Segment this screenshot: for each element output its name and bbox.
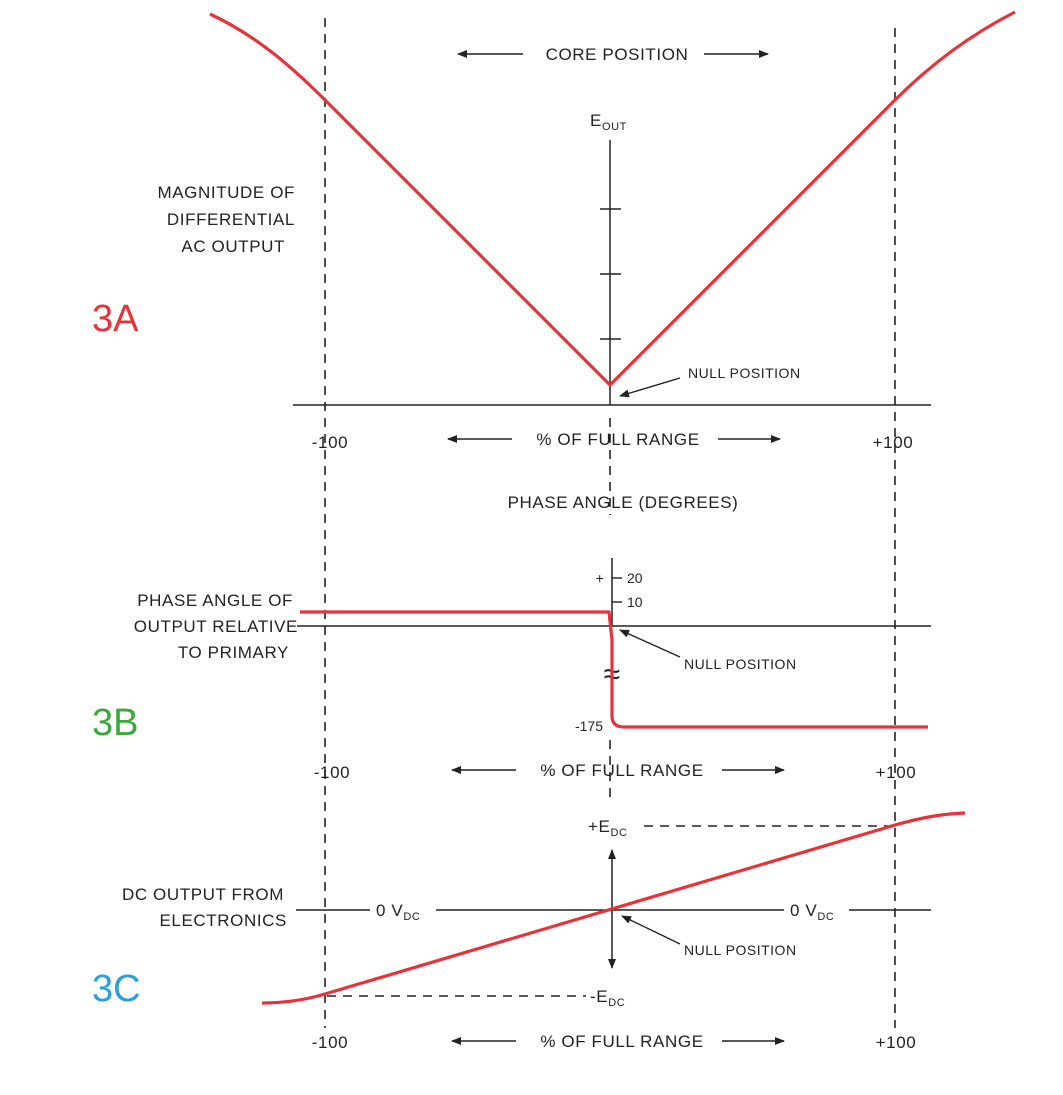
zero-vdc-left-label: 0 $V_{DC}$ <box>376 901 421 923</box>
x-left-label-3a: -100 <box>311 433 349 452</box>
panel-3b-ylabel-line-3: TO PRIMARY <box>177 643 289 662</box>
x-right-label-3c: +100 <box>875 1033 917 1052</box>
null-position-label-3b: NULL POSITION <box>684 656 797 672</box>
panel-3c <box>92 813 965 1052</box>
plus-edc-label: $+E_{DC}$ <box>588 817 628 839</box>
full-range-caption-3a: % OF FULL RANGE <box>536 430 700 449</box>
x-left-label-3c: -100 <box>311 1033 349 1052</box>
null-position-label-3a: NULL POSITION <box>688 365 801 381</box>
phase-tick-plus: + <box>595 570 605 586</box>
panel-3a-ylabel-line-1: MAGNITUDE OF <box>157 183 295 202</box>
panel-3c-ylabel-line-1: DC OUTPUT FROM <box>121 885 284 904</box>
panel-3a-ylabel-line-2: DIFFERENTIAL <box>166 210 295 229</box>
null-position-arrow-3c <box>622 916 680 944</box>
figure-label-3b: 3B <box>92 702 139 744</box>
phase-axis-break: ≈ <box>603 658 621 691</box>
phase-angle-header: PHASE ANGLE (DEGREES) <box>507 493 739 512</box>
x-right-label-3a: +100 <box>872 433 914 452</box>
core-position-header: CORE POSITION <box>545 45 689 64</box>
panel-3a <box>92 12 1015 452</box>
figure-label-3a: 3A <box>92 298 139 340</box>
phase-tick-20-label: 20 <box>627 570 643 586</box>
panel-3c-ylabel-line-2: ELECTRONICS <box>159 911 287 930</box>
null-position-label-3c: NULL POSITION <box>684 942 797 958</box>
eout-axis-label: $E_{OUT}$ <box>590 111 627 133</box>
minus-edc-label: $-E_{DC}$ <box>590 987 626 1009</box>
null-position-arrow-3a <box>620 378 680 396</box>
panel-3b-ylabel-line-2: OUTPUT RELATIVE <box>133 617 298 636</box>
x-left-label-3b: -100 <box>313 763 351 782</box>
figure-label-3c: 3C <box>92 968 141 1010</box>
null-position-arrow-3b <box>620 630 680 657</box>
phase-tick-10-label: 10 <box>627 594 643 610</box>
panel-3b-ylabel-line-1: PHASE ANGLE OF <box>137 591 293 610</box>
dc-output-curve <box>262 813 965 1003</box>
x-right-label-3b: +100 <box>875 763 917 782</box>
full-range-caption-3c: % OF FULL RANGE <box>540 1032 704 1051</box>
panel-3a-ylabel-line-3: AC OUTPUT <box>181 237 285 256</box>
full-range-caption-3b: % OF FULL RANGE <box>540 761 704 780</box>
panel-3b <box>92 493 931 782</box>
phase-tick-neg-label: -175 <box>574 718 603 734</box>
zero-vdc-right-label: 0 $V_{DC}$ <box>790 901 835 923</box>
